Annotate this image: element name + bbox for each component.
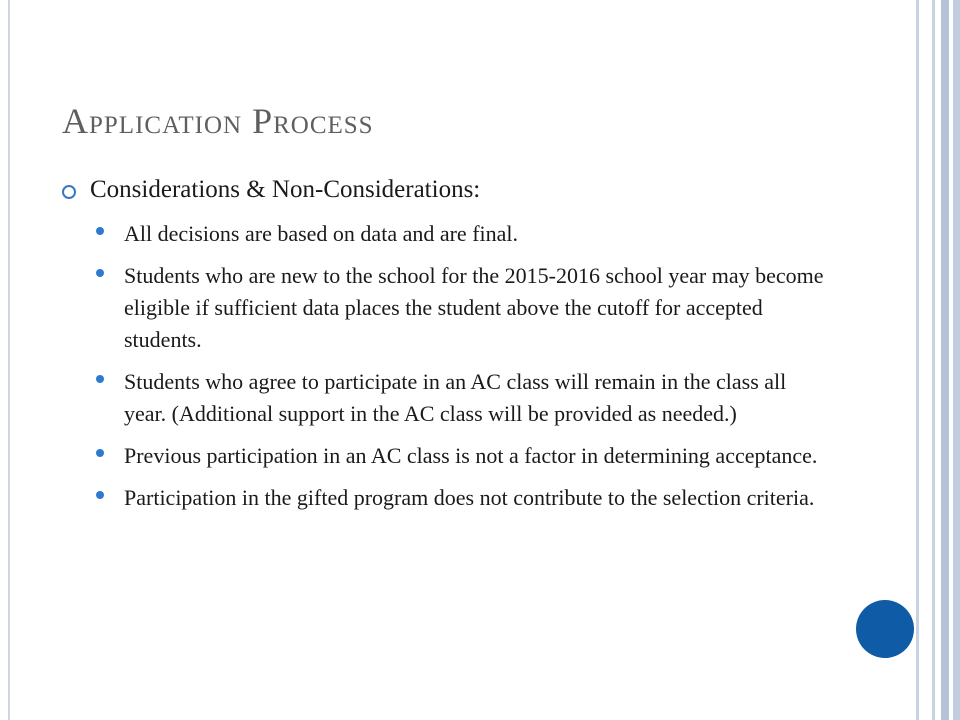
list-item-text: Previous participation in an AC class is not a factor in determining acceptance. [124,443,818,468]
ring-bullet-icon [62,185,76,199]
heading-item [62,176,842,204]
list-item-text: Students who agree to participate in an AC class will remain in the class all year. (Additional support in the AC class will be provided as needed.) [124,369,787,426]
list-item [96,260,842,356]
list-item [96,440,842,472]
left-border-line [8,0,10,720]
section-heading: Considerations & Non-Considerations: [90,176,481,203]
decorative-circle [856,600,914,658]
dot-bullet-icon [96,227,104,235]
slide-title: Application Process [62,101,374,141]
list-item-text: Students who are new to the school for the 2015-2016 school year may become eligible if sufficient data places the student above the cutoff for accepted students. [124,263,824,352]
dot-bullet-icon [96,449,104,457]
list-item [96,482,842,514]
right-decorative-frame [916,0,960,720]
list-item [96,218,842,250]
list-item-text: Participation in the gifted program does not contribute to the selection criteria. [124,485,815,510]
dot-bullet-icon [96,269,104,277]
slide-content [62,176,842,524]
list-item [96,366,842,430]
dot-bullet-icon [96,375,104,383]
dot-bullet-icon [96,491,104,499]
list-item-text: All decisions are based on data and are final. [124,221,519,246]
